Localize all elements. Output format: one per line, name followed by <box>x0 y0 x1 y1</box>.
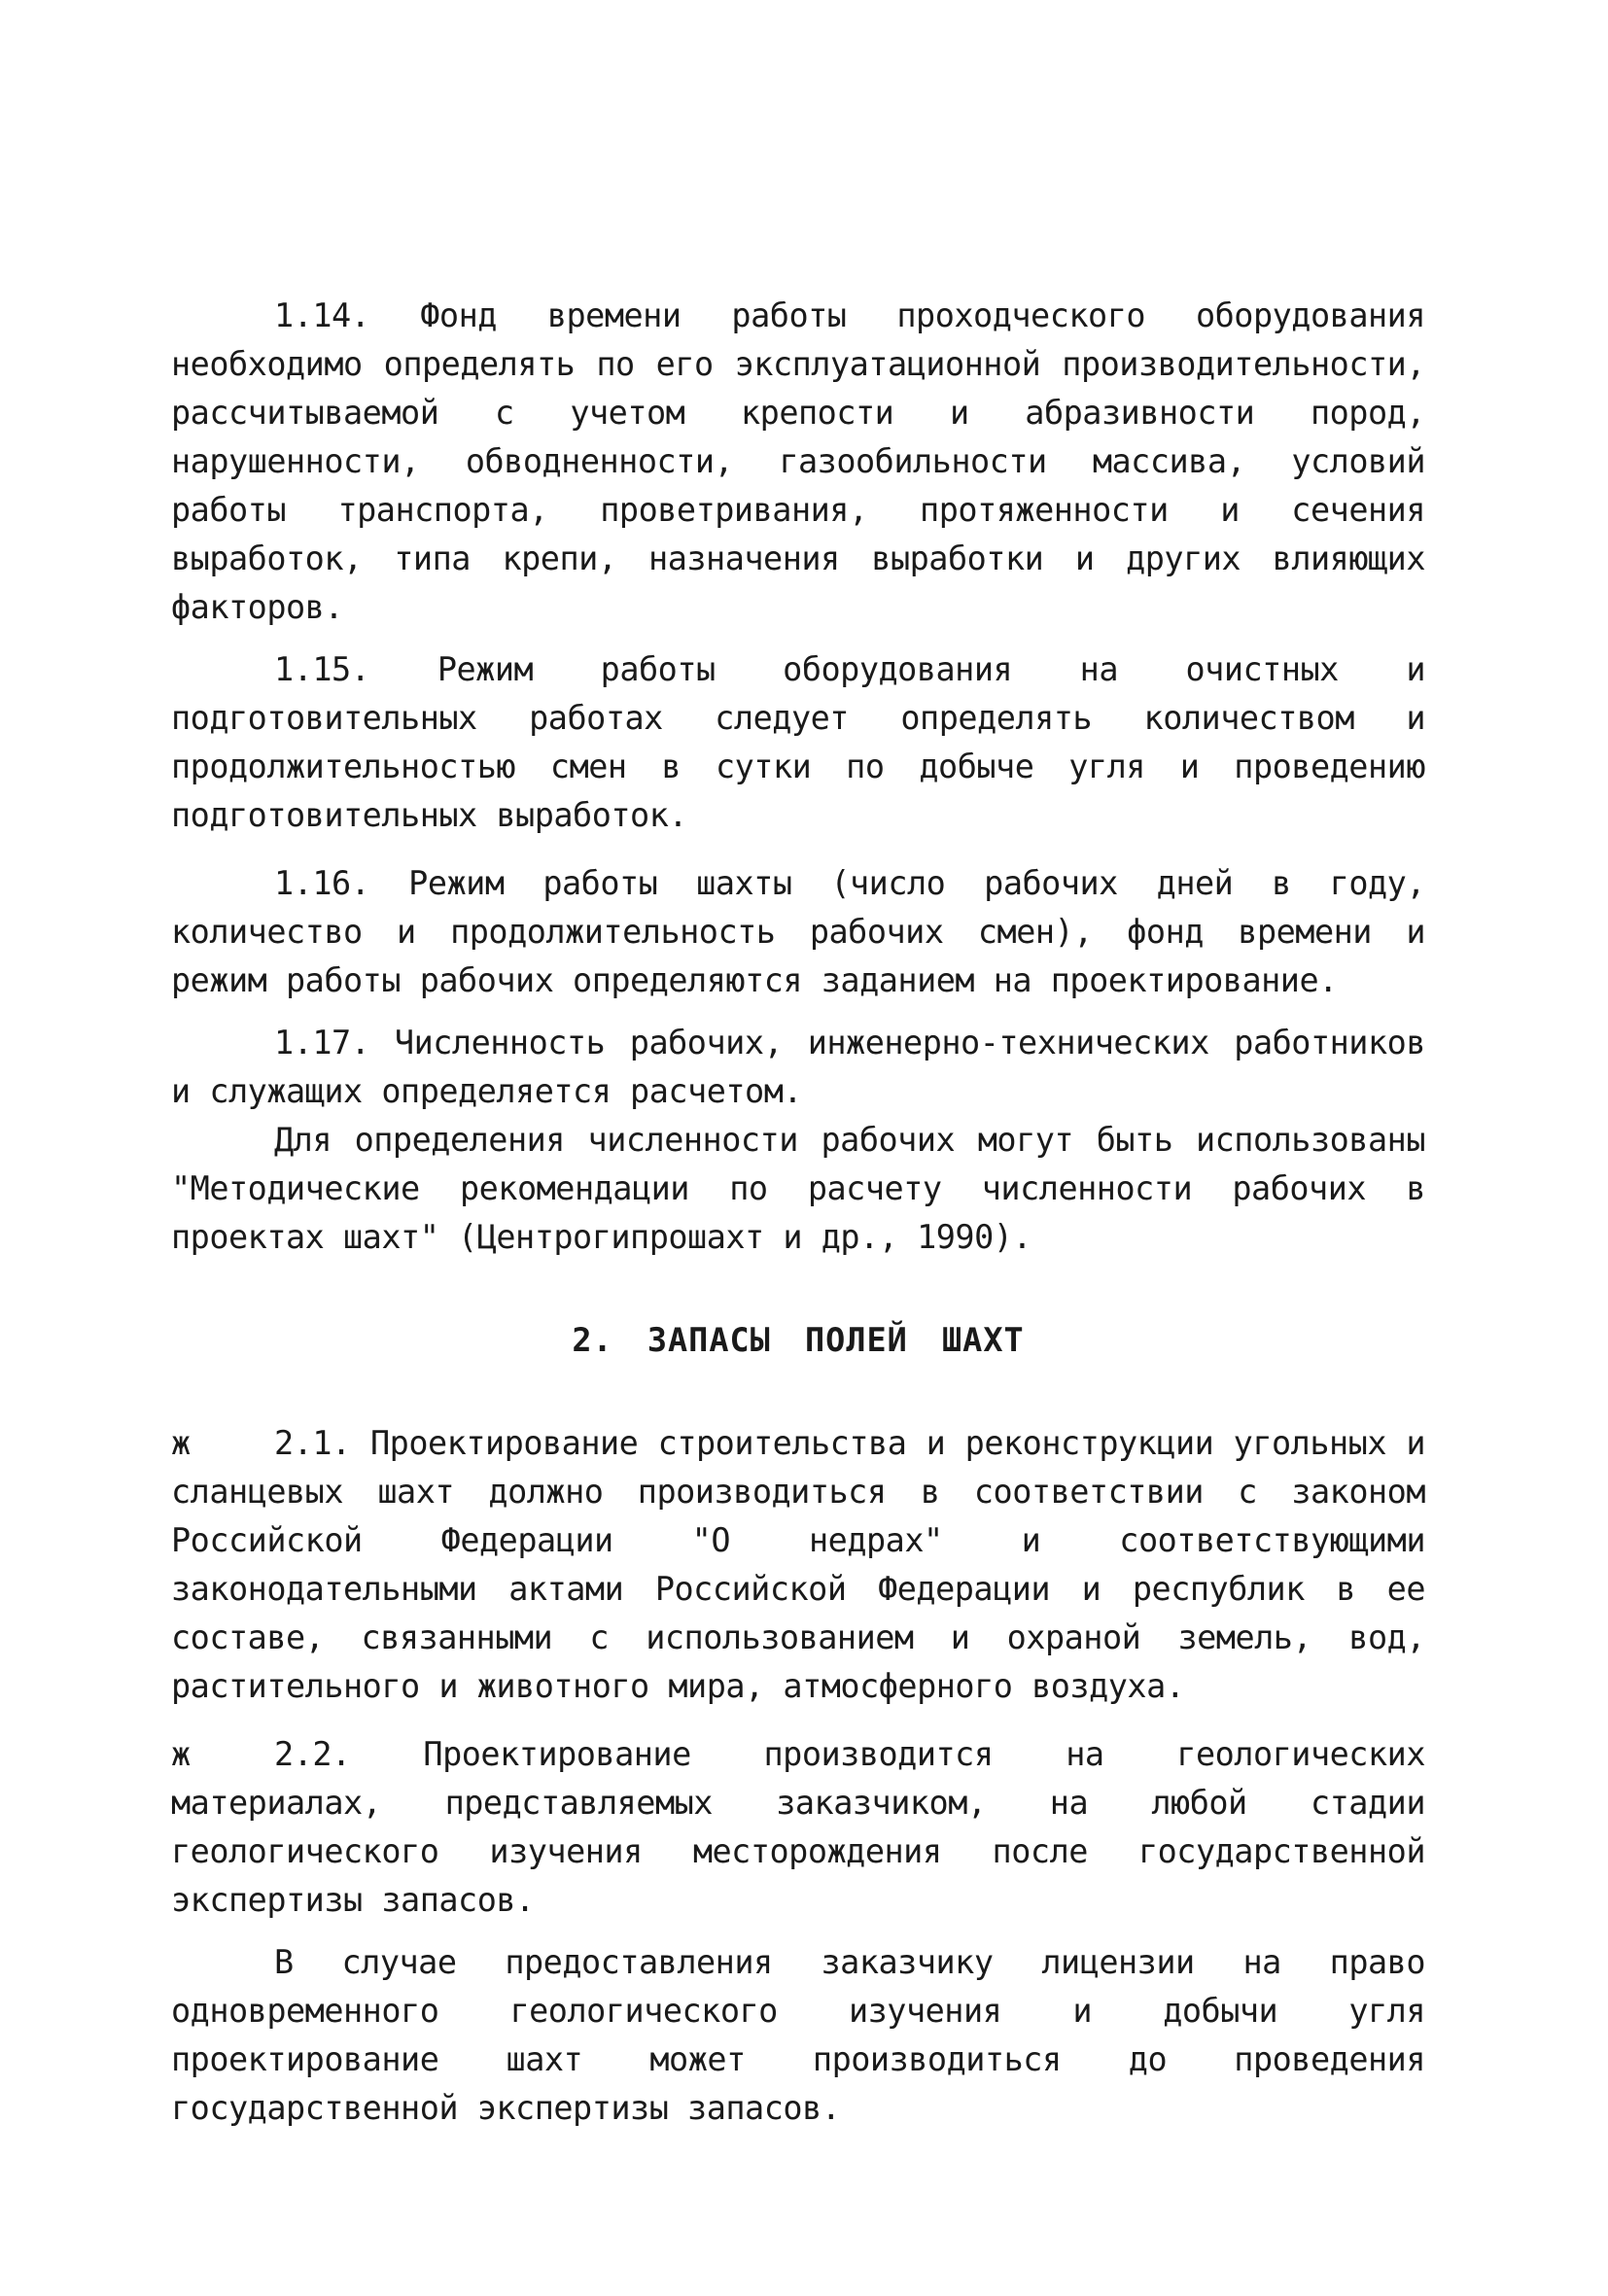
paragraph-2-1-wrapper <box>171 1419 1425 1711</box>
paragraph-1-17: 1.17. Численность рабочих, инженерно-технических работников и служащих определяется расчетом. <box>171 1024 1425 1110</box>
paragraph-2-2: 2.2. Проектирование производится на геологических материалах, представляемых заказчиком, на любой стадии геологического изучения месторождения после государственной экспертизы запасов. <box>171 1735 1425 1919</box>
paragraph-2-2-wrapper <box>171 1730 1425 1925</box>
text-block <box>171 292 1425 2133</box>
section-title: 2. ЗАПАСЫ ПОЛЕЙ ШАХТ <box>572 1321 1025 1359</box>
paragraph-1-17-note: Для определения численности рабочих могут быть использованы "Методические рекомендации по расчету численности рабочих в проектах шахт" (Центрогипрошахт и др., 1990). <box>171 1121 1425 1256</box>
margin-mark: ж <box>171 1735 192 1773</box>
margin-mark: ж <box>171 1424 192 1462</box>
paragraph-2-1: 2.1. Проектирование строительства и реконструкции угольных и сланцевых шахт должно производиться в соответствии с законом Российской Федерации "О недрах" и соответствующими законодательными актами Российской Федерации и республик в ее составе, связанными с использованием и охраной земель, вод, растительного и животного мира, атмосферного воздуха. <box>171 1424 1425 1705</box>
paragraph-last: В случае предоставления заказчику лицензии на право одновременного геологического изучения и добычи угля проектирование шахт может производиться до проведения государственной экспертизы запасов. <box>171 1943 1425 2127</box>
paragraph-1-15: 1.15. Режим работы оборудования на очистных и подготовительных работах следует определять количеством и продолжительностью смен в сутки по добыче угля и проведению подготовительных выработок. <box>171 650 1425 834</box>
paragraph-1-16: 1.16. Режим работы шахты (число рабочих дней в году, количество и продолжительность рабочих смен), фонд времени и режим работы рабочих определяются заданием на проектирование. <box>171 864 1425 999</box>
paragraph-1-14: 1.14. Фонд времени работы проходческого оборудования необходимо определять по его эксплуатационной производительности, рассчитываемой с учетом крепости и абразивности пород, нарушенности, обводненности, газообильности массива, условий работы транспорта, проветривания, протяженности и сечения выработок, типа крепи, назначения выработки и других влияющих факторов. <box>171 296 1425 626</box>
